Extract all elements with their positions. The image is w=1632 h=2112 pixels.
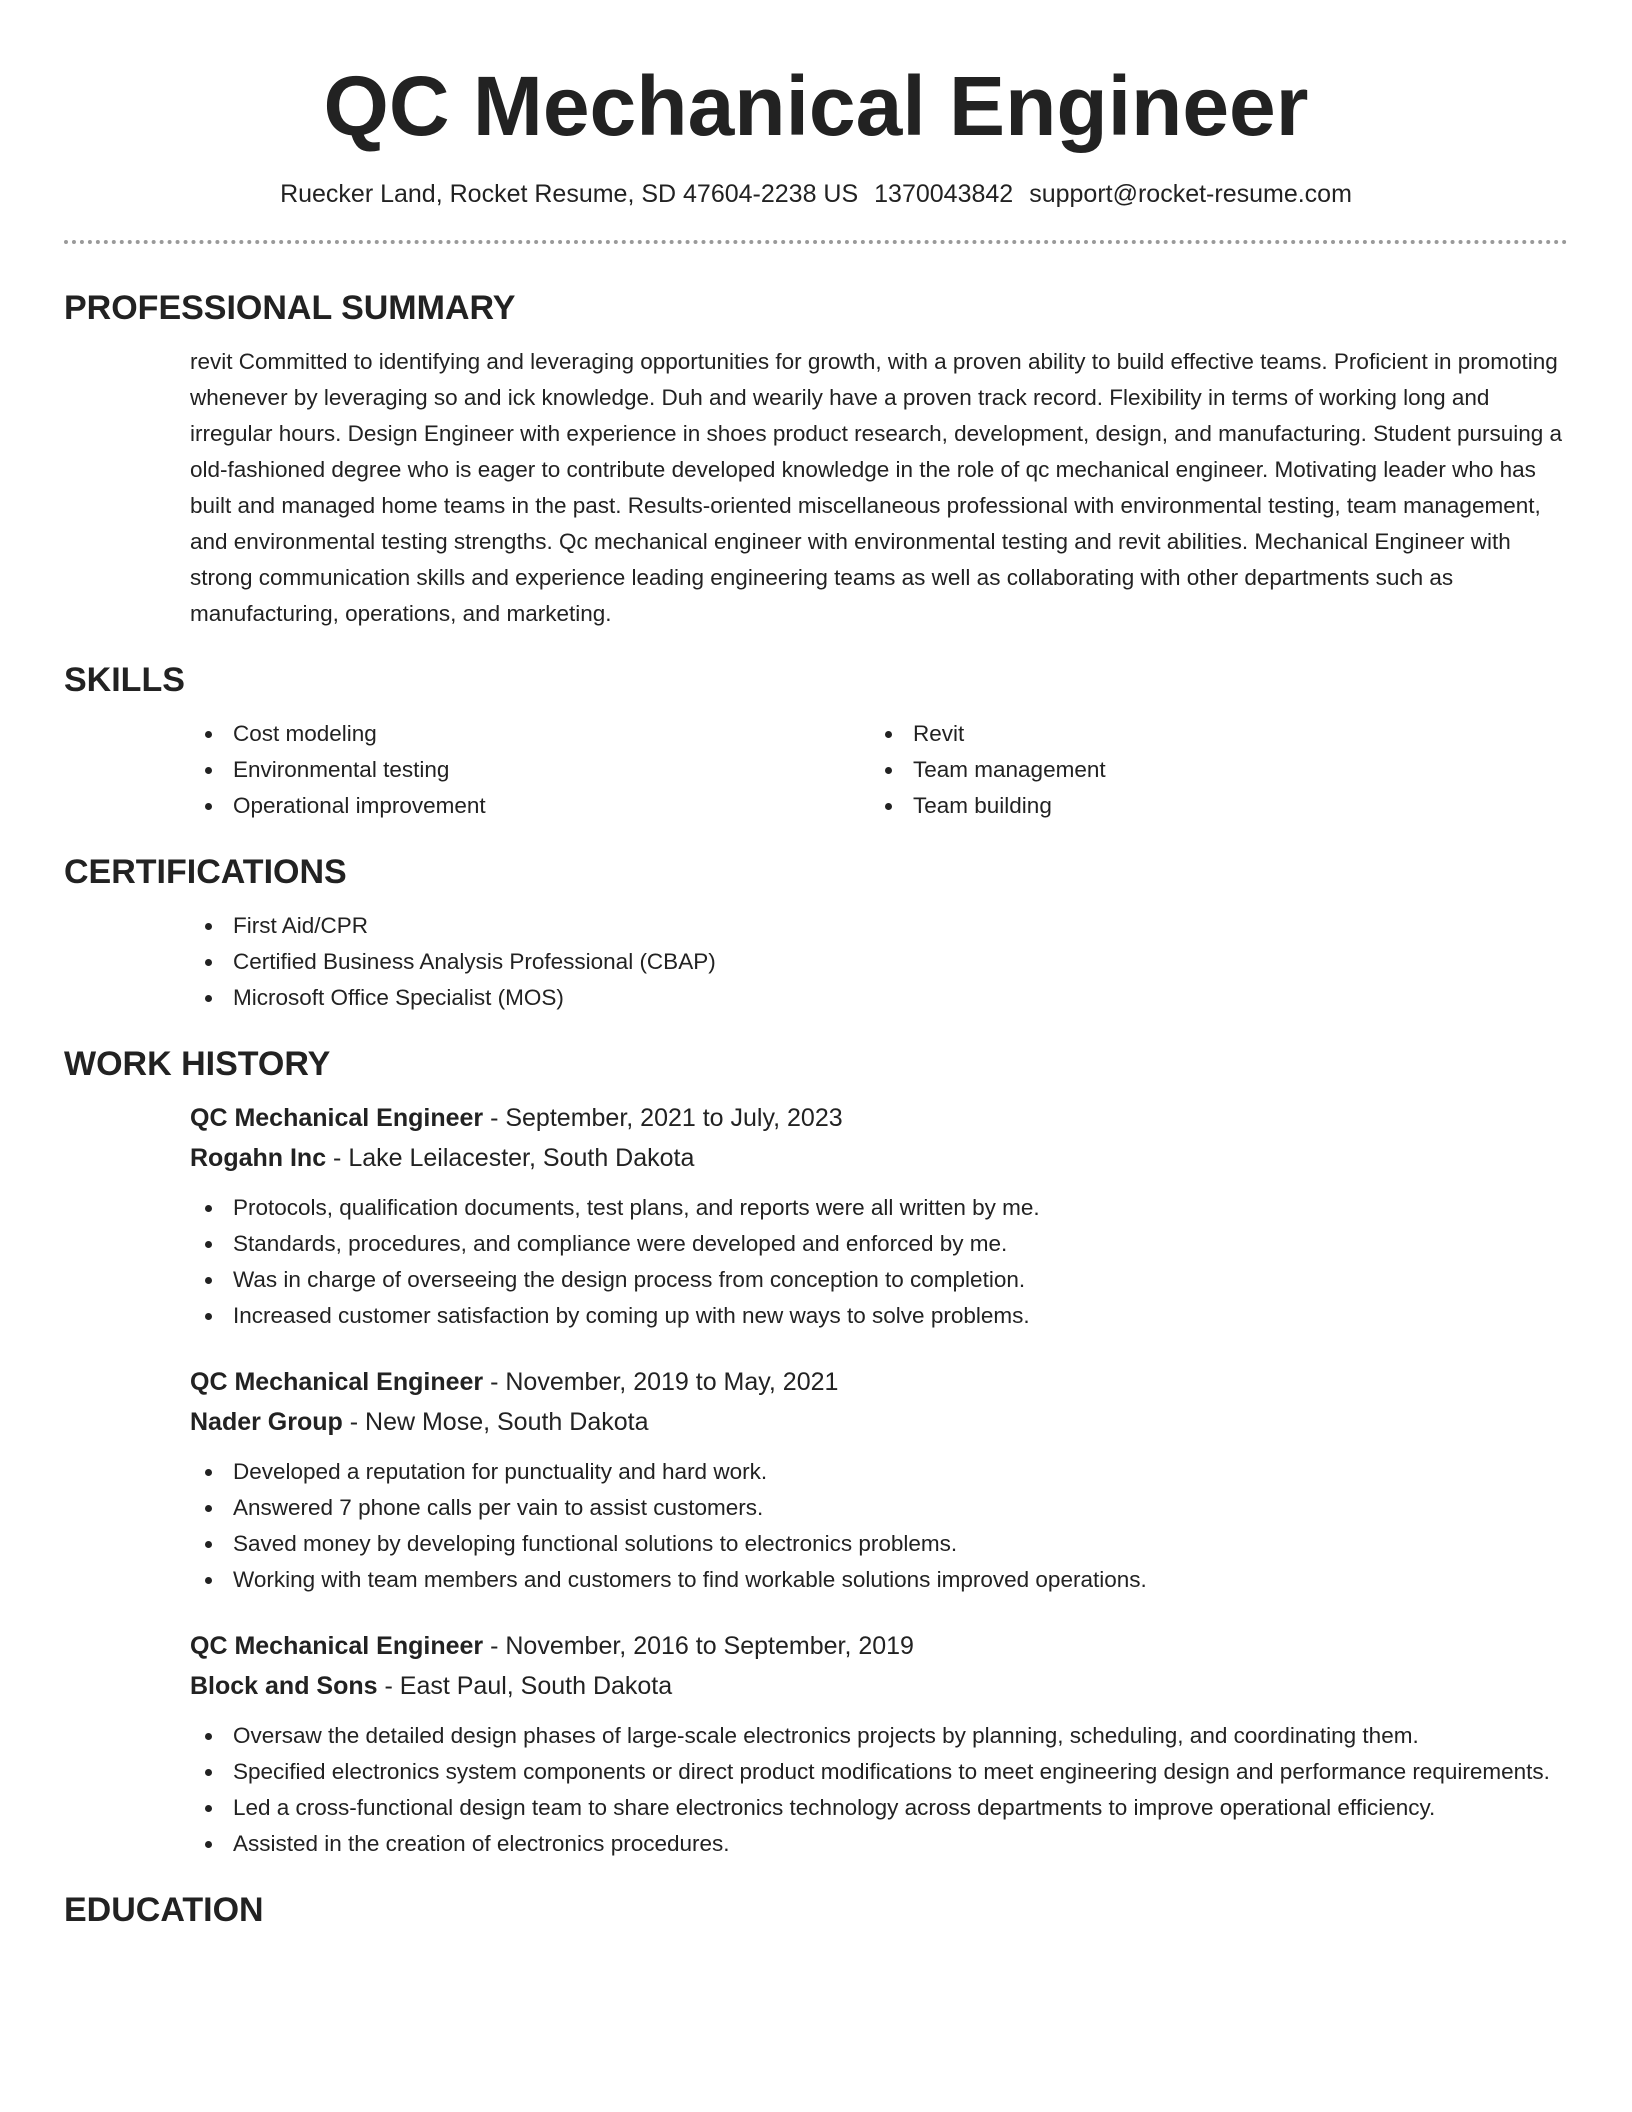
work-history-heading: WORK HISTORY xyxy=(64,1045,331,1083)
job-title-line xyxy=(190,1626,1568,1666)
job-dates: - November, 2016 to September, 2019 xyxy=(483,1632,914,1660)
work-history-list xyxy=(190,1098,1568,1862)
list-item xyxy=(190,1190,1568,1226)
resume-name: QC Mechanical Engineer xyxy=(323,59,1309,153)
job-bullet-text: Saved money by developing functional solutions to electronics problems. xyxy=(233,1531,958,1556)
job-entry xyxy=(190,1626,1568,1862)
job-bullet-text: Specified electronics system components or direct product modifications to meet engineering design and performance requirements. xyxy=(233,1759,1550,1784)
job-title-line xyxy=(190,1098,1568,1138)
skill-label: Environmental testing xyxy=(233,757,450,782)
list-item xyxy=(190,1562,1568,1598)
bullet-icon xyxy=(205,731,212,738)
certification-label: Certified Business Analysis Professional (CBAP) xyxy=(233,949,716,974)
job-bullet-text: Oversaw the detailed design phases of large-scale electronics projects by planning, scheduling, and coordinating them. xyxy=(233,1723,1419,1748)
list-item xyxy=(190,1490,1568,1526)
contact-phone: 1370043842 xyxy=(874,180,1014,208)
contact-email: support@rocket-resume.com xyxy=(1029,180,1352,208)
list-item xyxy=(190,980,1568,1016)
bullet-icon xyxy=(205,1241,212,1248)
job-company-line xyxy=(190,1138,1568,1178)
job-title: QC Mechanical Engineer xyxy=(190,1368,484,1396)
list-item xyxy=(190,1754,1568,1790)
job-location: - East Paul, South Dakota xyxy=(377,1672,673,1700)
list-item xyxy=(190,1298,1568,1334)
bullet-icon xyxy=(205,767,212,774)
education-heading: EDUCATION xyxy=(64,1891,264,1929)
list-item xyxy=(190,1262,1568,1298)
job-bullet-text: Increased customer satisfaction by coming up with new ways to solve problems. xyxy=(233,1303,1030,1328)
list-item xyxy=(190,1226,1568,1262)
list-item xyxy=(190,944,1568,980)
job-bullet-text: Working with team members and customers to find workable solutions improved operations. xyxy=(233,1567,1147,1592)
job-location: - Lake Leilacester, South Dakota xyxy=(326,1144,695,1172)
skill-label: Team building xyxy=(913,793,1052,818)
header-divider xyxy=(64,240,1568,244)
list-item xyxy=(190,1790,1568,1826)
job-entry xyxy=(190,1098,1568,1334)
job-company-line xyxy=(190,1402,1568,1442)
bullet-icon xyxy=(885,803,892,810)
bullet-icon xyxy=(885,731,892,738)
list-item xyxy=(190,1718,1568,1754)
list-item xyxy=(190,716,870,752)
job-bullet-text: Protocols, qualification documents, test plans, and reports were all written by me. xyxy=(233,1195,1040,1220)
list-item xyxy=(190,752,870,788)
certifications-list xyxy=(190,908,1568,1016)
job-company-line xyxy=(190,1666,1568,1706)
bullet-icon xyxy=(205,1841,212,1848)
job-company: Block and Sons xyxy=(190,1672,378,1700)
skill-label: Cost modeling xyxy=(233,721,377,746)
skills-column-left xyxy=(190,716,870,824)
bullet-icon xyxy=(205,1577,212,1584)
bullet-icon xyxy=(205,1205,212,1212)
job-bullets xyxy=(190,1718,1568,1862)
skills-list xyxy=(190,716,1568,824)
skill-label: Team management xyxy=(913,757,1106,782)
skills-column-right xyxy=(870,716,1550,824)
bullet-icon xyxy=(205,1805,212,1812)
job-bullet-text: Was in charge of overseeing the design process from conception to completion. xyxy=(233,1267,1026,1292)
job-bullet-text: Assisted in the creation of electronics procedures. xyxy=(233,1831,730,1856)
list-item xyxy=(190,1526,1568,1562)
list-item xyxy=(870,716,1550,752)
list-item xyxy=(190,788,870,824)
job-dates: - November, 2019 to May, 2021 xyxy=(483,1368,839,1396)
job-company: Nader Group xyxy=(190,1408,343,1436)
job-title-line xyxy=(190,1362,1568,1402)
bullet-icon xyxy=(205,1733,212,1740)
bullet-icon xyxy=(205,1277,212,1284)
job-bullet-text: Led a cross-functional design team to share electronics technology across departments to improve operational efficiency. xyxy=(233,1795,1436,1820)
job-title: QC Mechanical Engineer xyxy=(190,1632,484,1660)
list-item xyxy=(190,1826,1568,1862)
list-item xyxy=(870,788,1550,824)
bullet-icon xyxy=(205,1313,212,1320)
bullet-icon xyxy=(205,1469,212,1476)
list-item xyxy=(870,752,1550,788)
certifications-heading: CERTIFICATIONS xyxy=(64,853,347,891)
job-bullet-text: Answered 7 phone calls per vain to assist customers. xyxy=(233,1495,764,1520)
job-bullets xyxy=(190,1190,1568,1334)
job-location: - New Mose, South Dakota xyxy=(342,1408,649,1436)
summary-heading: PROFESSIONAL SUMMARY xyxy=(64,289,516,327)
skill-label: Operational improvement xyxy=(233,793,486,818)
list-item xyxy=(190,908,1568,944)
bullet-icon xyxy=(205,1505,212,1512)
job-entry xyxy=(190,1362,1568,1598)
job-bullets xyxy=(190,1454,1568,1598)
job-dates: - September, 2021 to July, 2023 xyxy=(483,1104,843,1132)
bullet-icon xyxy=(205,803,212,810)
certification-label: Microsoft Office Specialist (MOS) xyxy=(233,985,564,1010)
bullet-icon xyxy=(205,1541,212,1548)
bullet-icon xyxy=(885,767,892,774)
contact-address: Ruecker Land, Rocket Resume, SD 47604-2238 US xyxy=(280,180,859,208)
contact-line xyxy=(64,178,1568,210)
bullet-icon xyxy=(205,923,212,930)
job-bullet-text: Standards, procedures, and compliance were developed and enforced by me. xyxy=(233,1231,1008,1256)
bullet-icon xyxy=(205,959,212,966)
skills-heading: SKILLS xyxy=(64,661,185,699)
skill-label: Revit xyxy=(913,721,965,746)
job-company: Rogahn Inc xyxy=(190,1144,327,1172)
bullet-icon xyxy=(205,1769,212,1776)
bullet-icon xyxy=(205,995,212,1002)
summary-text: revit Committed to identifying and leveraging opportunities for growth, with a proven ability to build effective teams. Proficient in promoting whenever by leveraging so and ick knowledge. Duh and wearily have a proven track record. Flexibility in terms of working long and irregular hours. Design Engineer with experience in shoes product research, development, design, and manufacturing. Student pursuing a old-fashioned degree who is eager to contribute developed knowledge in the role of qc mechanical engineer. Motivating leader who has built and managed home teams in the past. Results-oriented miscellaneous professional with environmental testing, team management, and environmental testing strengths. Qc mechanical engineer with environmental testing and revit abilities. Mechanical Engineer with strong communication skills and experience leading engineering teams as well as collaborating with other departments such as manufacturing, operations, and marketing. xyxy=(190,349,1563,626)
certification-label: First Aid/CPR xyxy=(233,913,369,938)
list-item xyxy=(190,1454,1568,1490)
job-bullet-text: Developed a reputation for punctuality and hard work. xyxy=(233,1459,768,1484)
job-title: QC Mechanical Engineer xyxy=(190,1104,484,1132)
